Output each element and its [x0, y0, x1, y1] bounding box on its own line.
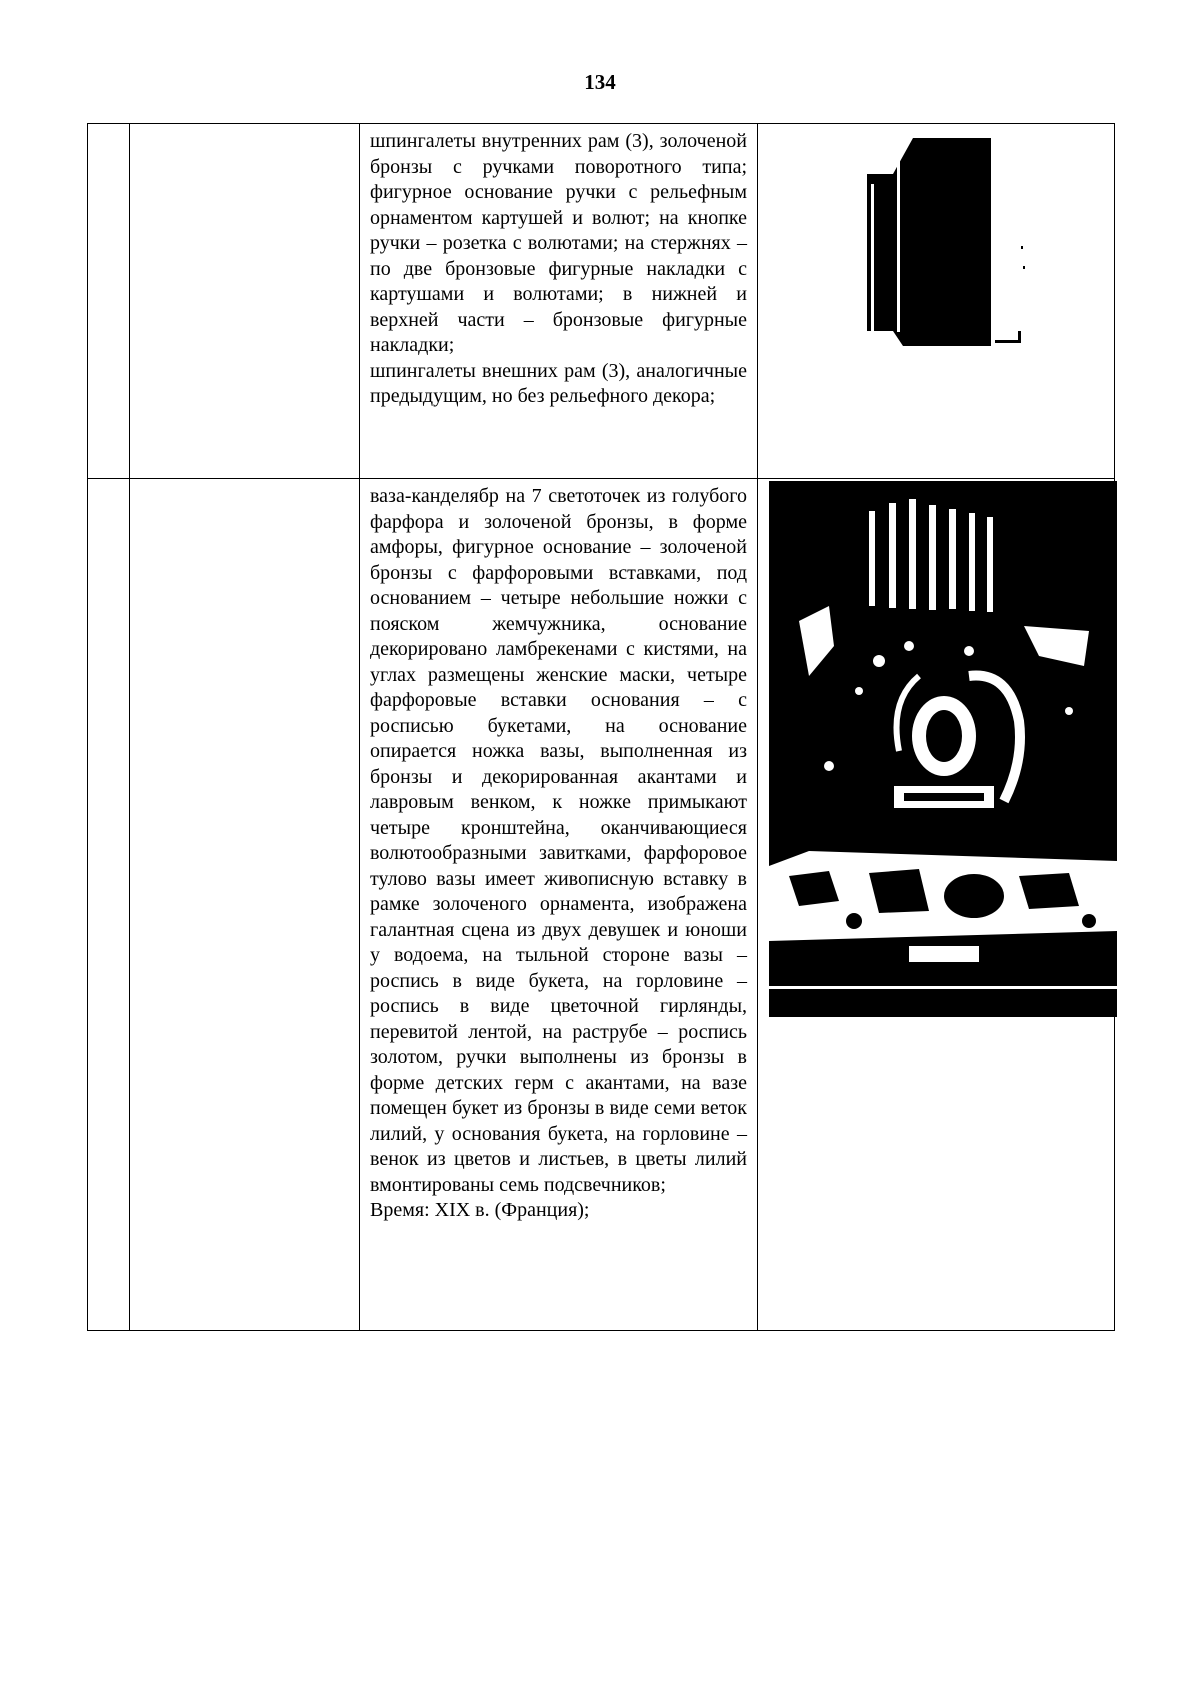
description-paragraph: ваза-канделябр на 7 светоточек из голубого фарфора и золоченой бронзы, в форме амфоры, фигурное основание – золоченой бронзы с фарфоровыми вставками, под основанием – четыре небольшие ножки с пояском жемчужника, основание декорировано ламбрекенами с кистями, на углах размещены женские маски, четыре фарфоровые вставки основания – с росписью букетами, на основание опирается ножка вазы, выполненная из бронзы и декорированная акантами и лавровым венком, к ножке примыкают четыре кронштейна, оканчивающиеся волютообразными завитками, фарфоровое тулово вазы имеет живописную вставку в рамке золоченого орнамента, изображена галантная сцена из двух девушек и юноши у водоема, на тыльной стороне вазы – роспись в виде букета, на горловине – роспись в виде цветочной гирлянды, перевитой лентой, на раструбе – роспись золотом, ручки выполнены из бронзы в форме детских герм с акантами, на вазе помещен букет из бронзы в виде семи веток лилий, у основания букета, на горловине – венок из цветов и листьев, в цветы лилий вмонтированы семь подсвечников; — [370, 485, 747, 1196]
item-name-cell — [130, 124, 360, 479]
table-row — [88, 479, 1115, 1331]
candelabrum-photo — [769, 481, 1117, 1017]
table-row — [88, 124, 1115, 479]
espagnolette-photo — [863, 136, 1043, 346]
row-number-cell — [88, 124, 130, 479]
description-cell — [360, 124, 758, 479]
item-name-cell — [130, 479, 360, 1331]
photo-cell — [758, 479, 1115, 1331]
description-cell — [360, 479, 758, 1331]
description-paragraph: шпингалеты внешних рам (3), аналогичные предыдущим, но без рельефного декора; — [370, 359, 747, 407]
description-paragraph: Время: XIX в. (Франция); — [370, 1199, 590, 1221]
inventory-table — [87, 123, 1115, 1331]
row-number-cell — [88, 479, 130, 1331]
description-paragraph: шпингалеты внутренних рам (3), золоченой бронзы с ручками поворотного типа; фигурное основание ручки с рельефным орнаментом картушей и волют; на кнопке ручки – розетка с волютами; на стержнях – по две бронзовые фигурные накладки с картушами и волютами; в нижней и верхней части – бронзовые фигурные накладки; — [370, 130, 747, 356]
page-number: 134 — [584, 70, 616, 94]
photo-cell — [758, 124, 1115, 479]
